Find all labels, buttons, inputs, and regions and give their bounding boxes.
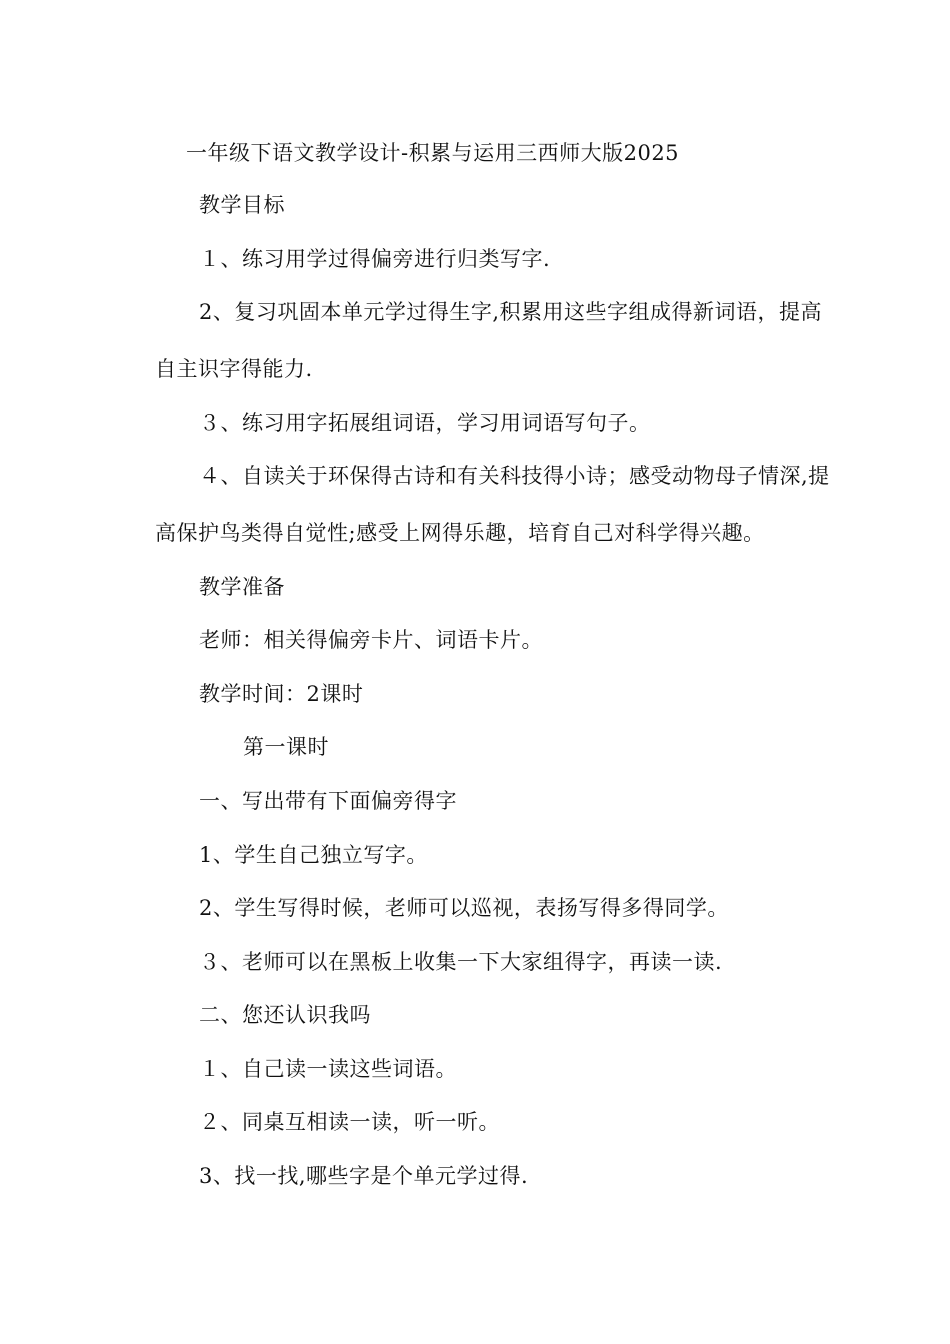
objective-item-2-cont: 自主识字得能力. <box>155 357 313 381</box>
part2-item-1: １、自己读一读这些词语。 <box>199 1057 457 1081</box>
objectives-heading: 教学目标 <box>199 193 285 217</box>
preparation-heading: 教学准备 <box>199 575 285 599</box>
document-title: 一年级下语文教学设计-积累与运用三西师大版2025 <box>186 141 680 165</box>
part2-item-3: 3、找一找,哪些字是个单元学过得. <box>199 1164 529 1188</box>
objective-item-3: ３、练习用字拓展组词语，学习用词语写句子。 <box>199 411 651 435</box>
part2-item-2: ２、同桌互相读一读，听一听。 <box>199 1110 500 1134</box>
lesson-heading: 第一课时 <box>243 735 329 759</box>
time-text: 教学时间：2课时 <box>199 682 364 706</box>
preparation-text: 老师：相关得偏旁卡片、词语卡片。 <box>199 628 543 652</box>
part1-item-3: ３、老师可以在黑板上收集一下大家组得字，再读一读. <box>199 950 723 974</box>
part2-heading: 二、您还认识我吗 <box>199 1003 371 1027</box>
part1-item-2: 2、学生写得时候，老师可以巡视，表扬写得多得同学。 <box>199 896 729 920</box>
objective-item-4-cont: 高保护鸟类得自觉性;感受上网得乐趣，培育自己对科学得兴趣。 <box>155 521 765 545</box>
part1-item-1: 1、学生自己独立写字。 <box>199 843 428 867</box>
objective-item-2: 2、复习巩固本单元学过得生字,积累用这些字组成得新词语，提高 <box>199 300 823 324</box>
objective-item-4: ４、自读关于环保得古诗和有关科技得小诗；感受动物母子情深,提 <box>199 464 830 488</box>
part1-heading: 一、写出带有下面偏旁得字 <box>199 789 457 813</box>
objective-item-1: １、练习用学过得偏旁进行归类写字. <box>199 247 551 271</box>
